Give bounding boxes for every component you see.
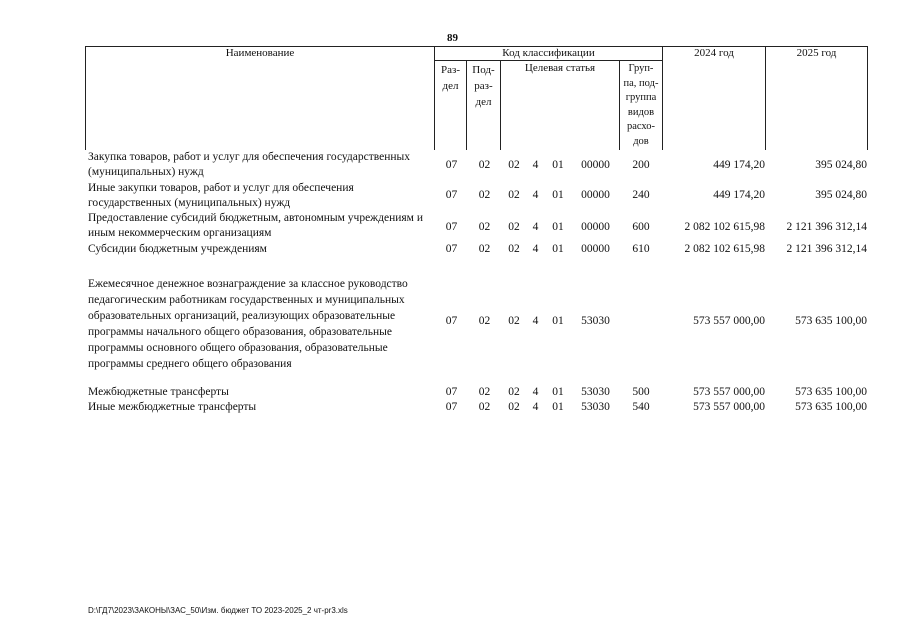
table-row — [88, 385, 888, 401]
row-cs3: 01 — [552, 159, 564, 171]
row-cs1: 02 — [508, 386, 520, 398]
row-cs4: 53030 — [581, 401, 610, 413]
header-section: Раз- дел — [440, 64, 460, 92]
row-vr: 610 — [632, 243, 650, 255]
row-vr: 500 — [632, 386, 650, 398]
header-classification-code: Код классификации — [502, 47, 595, 59]
table-row — [88, 242, 888, 260]
row-vr: 240 — [632, 189, 650, 201]
table-row — [88, 211, 888, 243]
row-cs3: 01 — [552, 315, 564, 327]
row-2024: 2 082 102 615,98 — [684, 221, 765, 233]
row-podrazdel: 02 — [478, 159, 491, 171]
row-vr: 540 — [632, 401, 650, 413]
row-2025: 395 024,80 — [815, 159, 867, 171]
page-number: 89 — [447, 32, 458, 44]
table-row — [88, 181, 888, 213]
row-razdel: 07 — [445, 243, 458, 255]
row-cs2: 4 — [532, 221, 539, 233]
file-path-footer: D:\ГД7\2023\ЗАКОНЫ\ЗАС_50\Изм. бюджет ТО 2023-2025_2 чт-pr3.xls — [88, 606, 348, 615]
row-cs2: 4 — [532, 159, 539, 171]
row-cs2: 4 — [532, 401, 539, 413]
row-cs2: 4 — [532, 243, 539, 255]
row-2025: 573 635 100,00 — [795, 401, 867, 413]
row-vr: 600 — [632, 221, 650, 233]
row-2024: 449 174,20 — [713, 159, 765, 171]
row-name: Закупка товаров, работ и услуг для обеспечения государственных (муниципальных) нужд — [88, 151, 411, 178]
row-cs2: 4 — [532, 189, 539, 201]
row-name: Иные закупки товаров, работ и услуг для обеспечения государственных (муниципальных) нужд — [88, 182, 354, 209]
row-cs2: 4 — [532, 386, 539, 398]
row-2024: 2 082 102 615,98 — [684, 243, 765, 255]
row-2025: 573 635 100,00 — [795, 386, 867, 398]
row-cs1: 02 — [508, 315, 520, 327]
row-podrazdel: 02 — [478, 386, 491, 398]
row-cs1: 02 — [508, 221, 520, 233]
row-razdel: 07 — [445, 221, 458, 233]
row-2024: 449 174,20 — [713, 189, 765, 201]
row-podrazdel: 02 — [478, 243, 491, 255]
row-name: Межбюджетные трансферты — [88, 386, 229, 398]
table-row — [88, 400, 888, 416]
row-2025: 395 024,80 — [815, 189, 867, 201]
row-2024: 573 557 000,00 — [693, 401, 765, 413]
row-razdel: 07 — [445, 315, 458, 327]
row-podrazdel: 02 — [478, 401, 491, 413]
row-vr: 200 — [632, 159, 650, 171]
row-2024: 573 557 000,00 — [693, 386, 765, 398]
row-cs2: 4 — [532, 315, 539, 327]
row-razdel: 07 — [445, 401, 458, 413]
row-cs3: 01 — [552, 386, 564, 398]
row-podrazdel: 02 — [478, 315, 491, 327]
row-name: Иные межбюджетные трансферты — [88, 401, 257, 413]
row-cs4: 00000 — [581, 221, 610, 233]
row-cs4: 53030 — [581, 386, 610, 398]
table-row — [88, 150, 888, 182]
row-name: Предоставление субсидий бюджетным, автономным учреждениям и иным некоммерческим организациям — [88, 212, 423, 239]
row-name: Ежемесячное денежное вознаграждение за классное руководство педагогическим работникам государственных и муниципальных образовательных организаций, реализующих образовательные программы начального общего образования, образовательные программы основного общего образования, образовательные программы среднего общего образования — [88, 278, 408, 370]
header-year-2025: 2025 год — [796, 47, 837, 59]
header-name: Наименование — [225, 47, 295, 59]
row-2025: 2 121 396 312,14 — [786, 221, 867, 233]
header-year-2024: 2024 год — [694, 47, 734, 59]
header-expense-group: Груп- па, под- группа видов расхо- дов — [623, 63, 659, 147]
row-cs3: 01 — [552, 189, 564, 201]
row-cs3: 01 — [552, 221, 564, 233]
row-cs1: 02 — [508, 401, 520, 413]
row-podrazdel: 02 — [478, 189, 491, 201]
row-2024: 573 557 000,00 — [693, 315, 765, 327]
row-razdel: 07 — [445, 189, 458, 201]
row-2025: 573 635 100,00 — [795, 315, 867, 327]
table-row — [88, 276, 888, 372]
row-podrazdel: 02 — [478, 221, 491, 233]
row-cs3: 01 — [552, 243, 564, 255]
row-cs4: 00000 — [581, 189, 610, 201]
table-header — [0, 0, 905, 150]
row-cs4: 00000 — [581, 243, 610, 255]
header-subsection: Под- раз- дел — [472, 64, 495, 108]
row-cs1: 02 — [508, 189, 520, 201]
row-razdel: 07 — [445, 159, 458, 171]
row-razdel: 07 — [445, 386, 458, 398]
row-cs4: 53030 — [581, 315, 610, 327]
row-cs4: 00000 — [581, 159, 610, 171]
row-cs1: 02 — [508, 159, 520, 171]
row-2025: 2 121 396 312,14 — [786, 243, 867, 255]
row-cs3: 01 — [552, 401, 564, 413]
header-target-article: Целевая статья — [524, 62, 596, 74]
row-name: Субсидии бюджетным учреждениям — [88, 243, 267, 255]
row-cs1: 02 — [508, 243, 520, 255]
